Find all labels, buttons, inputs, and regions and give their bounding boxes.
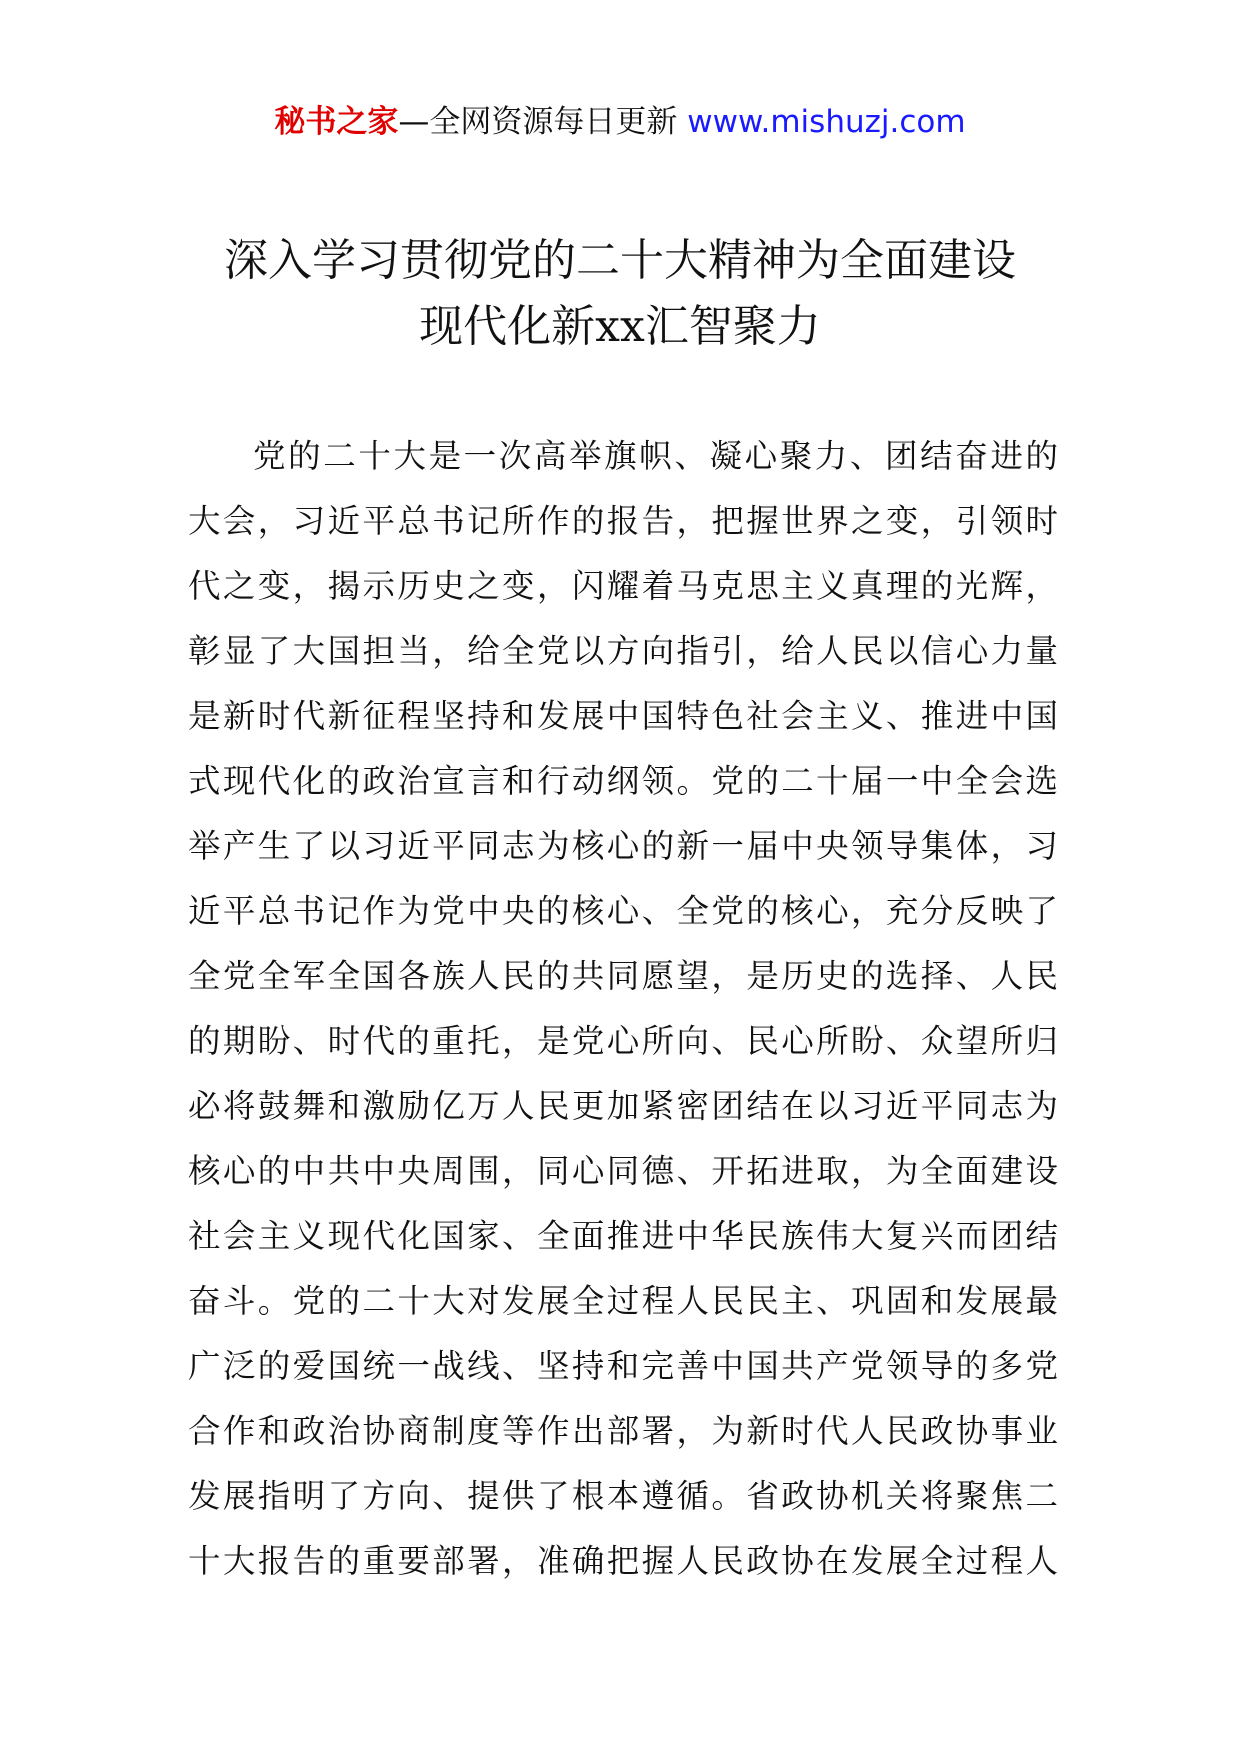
body-line: 举产生了以习近平同志为核心的新一届中央领导集体，习 (188, 827, 1058, 865)
body-line: 核心的中共中央周围，同心同德、开拓进取，为全面建设 (188, 1152, 1058, 1190)
title-line-2-suffix: 汇智聚力 (644, 301, 821, 352)
body-line: 代之变，揭示历史之变，闪耀着马克思主义真理的光辉， (188, 567, 1058, 605)
body-line: 的期盼、时代的重托，是党心所向、民心所盼、众望所归 (188, 1022, 1058, 1060)
site-brand: 秘书之家 (274, 104, 399, 140)
body-line: 十大报告的重要部署，准确把握人民政协在发展全过程人 (188, 1542, 1058, 1580)
site-url-link[interactable]: www.mishuzj.com (687, 104, 966, 140)
document-title (150, 228, 1090, 360)
body-line: 奋斗。党的二十大对发展全过程人民民主、巩固和发展最 (188, 1282, 1058, 1320)
document-body (188, 424, 1058, 1594)
body-line: 党的二十大是一次高举旗帜、凝心聚力、团结奋进的 (253, 437, 1058, 475)
body-line: 发展指明了方向、提供了根本遵循。省政协机关将聚焦二 (188, 1477, 1058, 1515)
body-line: 广泛的爱国统一战线、坚持和完善中国共产党领导的多党 (188, 1347, 1058, 1385)
body-line: 是新时代新征程坚持和发展中国特色社会主义、推进中国 (188, 697, 1058, 735)
site-tagline: —全网资源每日更新 (398, 104, 688, 140)
title-line-2 (150, 294, 1090, 360)
body-line: 社会主义现代化国家、全面推进中华民族伟大复兴而团结 (188, 1217, 1058, 1255)
body-line: 全党全军全国各族人民的共同愿望，是历史的选择、人民 (188, 957, 1058, 995)
body-line: 大会，习近平总书记所作的报告，把握世界之变，引领时 (188, 502, 1058, 540)
title-line-2-prefix: 现代化新 (419, 301, 596, 352)
title-line-2-placeholder: xx (595, 301, 645, 352)
title-line-1: 深入学习贯彻党的二十大精神为全面建设 (224, 235, 1016, 286)
body-line: 式现代化的政治宣言和行动纲领。党的二十届一中全会选 (188, 762, 1058, 800)
body-line: 必将鼓舞和激励亿万人民更加紧密团结在以习近平同志为 (188, 1087, 1058, 1125)
site-header (0, 100, 1240, 144)
body-line: 彰显了大国担当，给全党以方向指引，给人民以信心力量 (188, 632, 1058, 670)
body-line: 合作和政治协商制度等作出部署，为新时代人民政协事业 (188, 1412, 1058, 1450)
body-line: 近平总书记作为党中央的核心、全党的核心，充分反映了 (188, 892, 1058, 930)
